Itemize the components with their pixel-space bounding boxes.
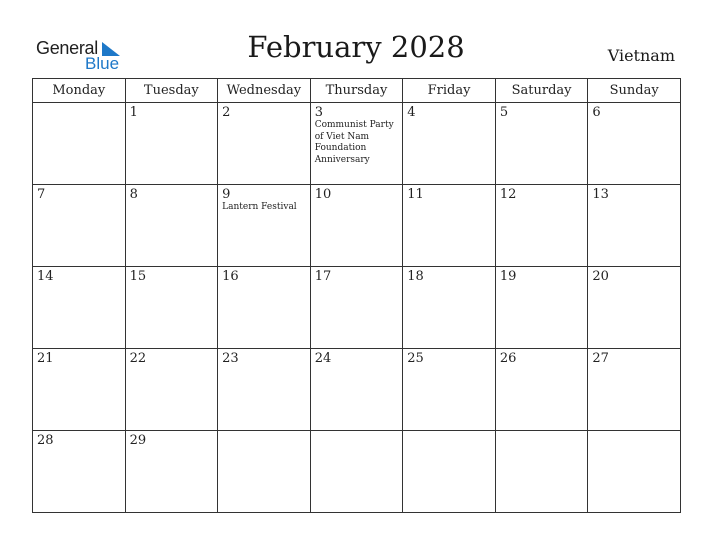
- day-cell: [403, 267, 496, 349]
- week-row: [33, 431, 681, 513]
- day-number: 17: [314, 269, 332, 284]
- day-cell: [33, 349, 126, 431]
- day-cell: [310, 185, 403, 267]
- day-cell: [33, 185, 126, 267]
- day-number: 29: [129, 433, 147, 448]
- day-cell: [403, 431, 496, 513]
- day-cell: [403, 349, 496, 431]
- day-number: 21: [37, 351, 54, 366]
- day-cell: [218, 103, 311, 185]
- day-number: 15: [129, 269, 147, 284]
- weekday-header-row: [33, 79, 681, 103]
- day-cell: [495, 103, 588, 185]
- day-cell: [495, 185, 588, 267]
- day-number: 4: [407, 105, 416, 120]
- day-number: 11: [407, 187, 424, 202]
- day-number: 9: [222, 187, 231, 202]
- day-number: 8: [129, 187, 138, 202]
- weekday-header: Wednesday: [218, 79, 311, 103]
- day-cell: [403, 185, 496, 267]
- day-cell: [218, 267, 311, 349]
- day-cell: [588, 349, 681, 431]
- day-number: 26: [499, 351, 517, 366]
- day-cell: [588, 185, 681, 267]
- day-number: 12: [499, 187, 517, 202]
- day-number: 5: [499, 105, 509, 120]
- day-cell: [588, 267, 681, 349]
- week-row: [33, 267, 681, 349]
- day-cell: [495, 267, 588, 349]
- day-cell: [310, 267, 403, 349]
- day-cell: [495, 349, 588, 431]
- day-number: 13: [592, 187, 609, 202]
- day-number: 23: [222, 351, 239, 366]
- week-row: [33, 185, 681, 267]
- day-number: 6: [592, 105, 601, 120]
- weekday-header: Friday: [403, 79, 496, 103]
- weekday-header: Saturday: [495, 79, 588, 103]
- day-cell: [310, 431, 403, 513]
- weekday-header: Monday: [33, 79, 126, 103]
- logo-text-general: General: [36, 38, 98, 58]
- day-number: 27: [592, 351, 609, 366]
- day-cell: [125, 185, 218, 267]
- day-number: 2: [222, 105, 231, 120]
- day-number: 25: [407, 351, 424, 366]
- day-number: 28: [37, 433, 54, 448]
- country-label: Vietnam: [607, 46, 675, 65]
- day-number: 3: [314, 105, 323, 120]
- day-cell: [218, 349, 311, 431]
- day-cell: [33, 103, 126, 185]
- day-cell: [125, 267, 218, 349]
- week-row: [33, 103, 681, 185]
- day-number: 16: [222, 269, 239, 284]
- day-cell: [33, 267, 126, 349]
- day-cell: [588, 103, 681, 185]
- day-cell: [125, 431, 218, 513]
- day-number: 22: [129, 351, 147, 366]
- day-cell: [310, 349, 403, 431]
- day-cell: [588, 431, 681, 513]
- day-cell: [125, 103, 218, 185]
- weekday-header: Thursday: [310, 79, 403, 103]
- week-row: [33, 349, 681, 431]
- logo-text-blue: Blue: [85, 54, 120, 73]
- day-number: 24: [314, 351, 332, 366]
- holiday-event: Communist Party of Viet Nam Foundation Anniversary: [314, 120, 394, 165]
- day-number: 1: [129, 105, 138, 120]
- day-cell: [125, 349, 218, 431]
- day-number: 19: [499, 269, 517, 284]
- day-number: 14: [37, 269, 54, 284]
- day-cell: [218, 431, 311, 513]
- day-number: 7: [37, 187, 46, 202]
- day-cell: [495, 431, 588, 513]
- day-cell: [403, 103, 496, 185]
- calendar-grid: [32, 78, 681, 513]
- day-cell: [310, 103, 403, 185]
- day-cell: [33, 431, 126, 513]
- holiday-event: Lantern Festival: [222, 202, 297, 212]
- day-number: 18: [407, 269, 424, 284]
- day-number: 20: [592, 269, 609, 284]
- day-number: 10: [314, 187, 332, 202]
- day-cell: [218, 185, 311, 267]
- weekday-header: Tuesday: [125, 79, 218, 103]
- calendar-title: February 2028: [247, 30, 465, 64]
- weekday-header: Sunday: [588, 79, 681, 103]
